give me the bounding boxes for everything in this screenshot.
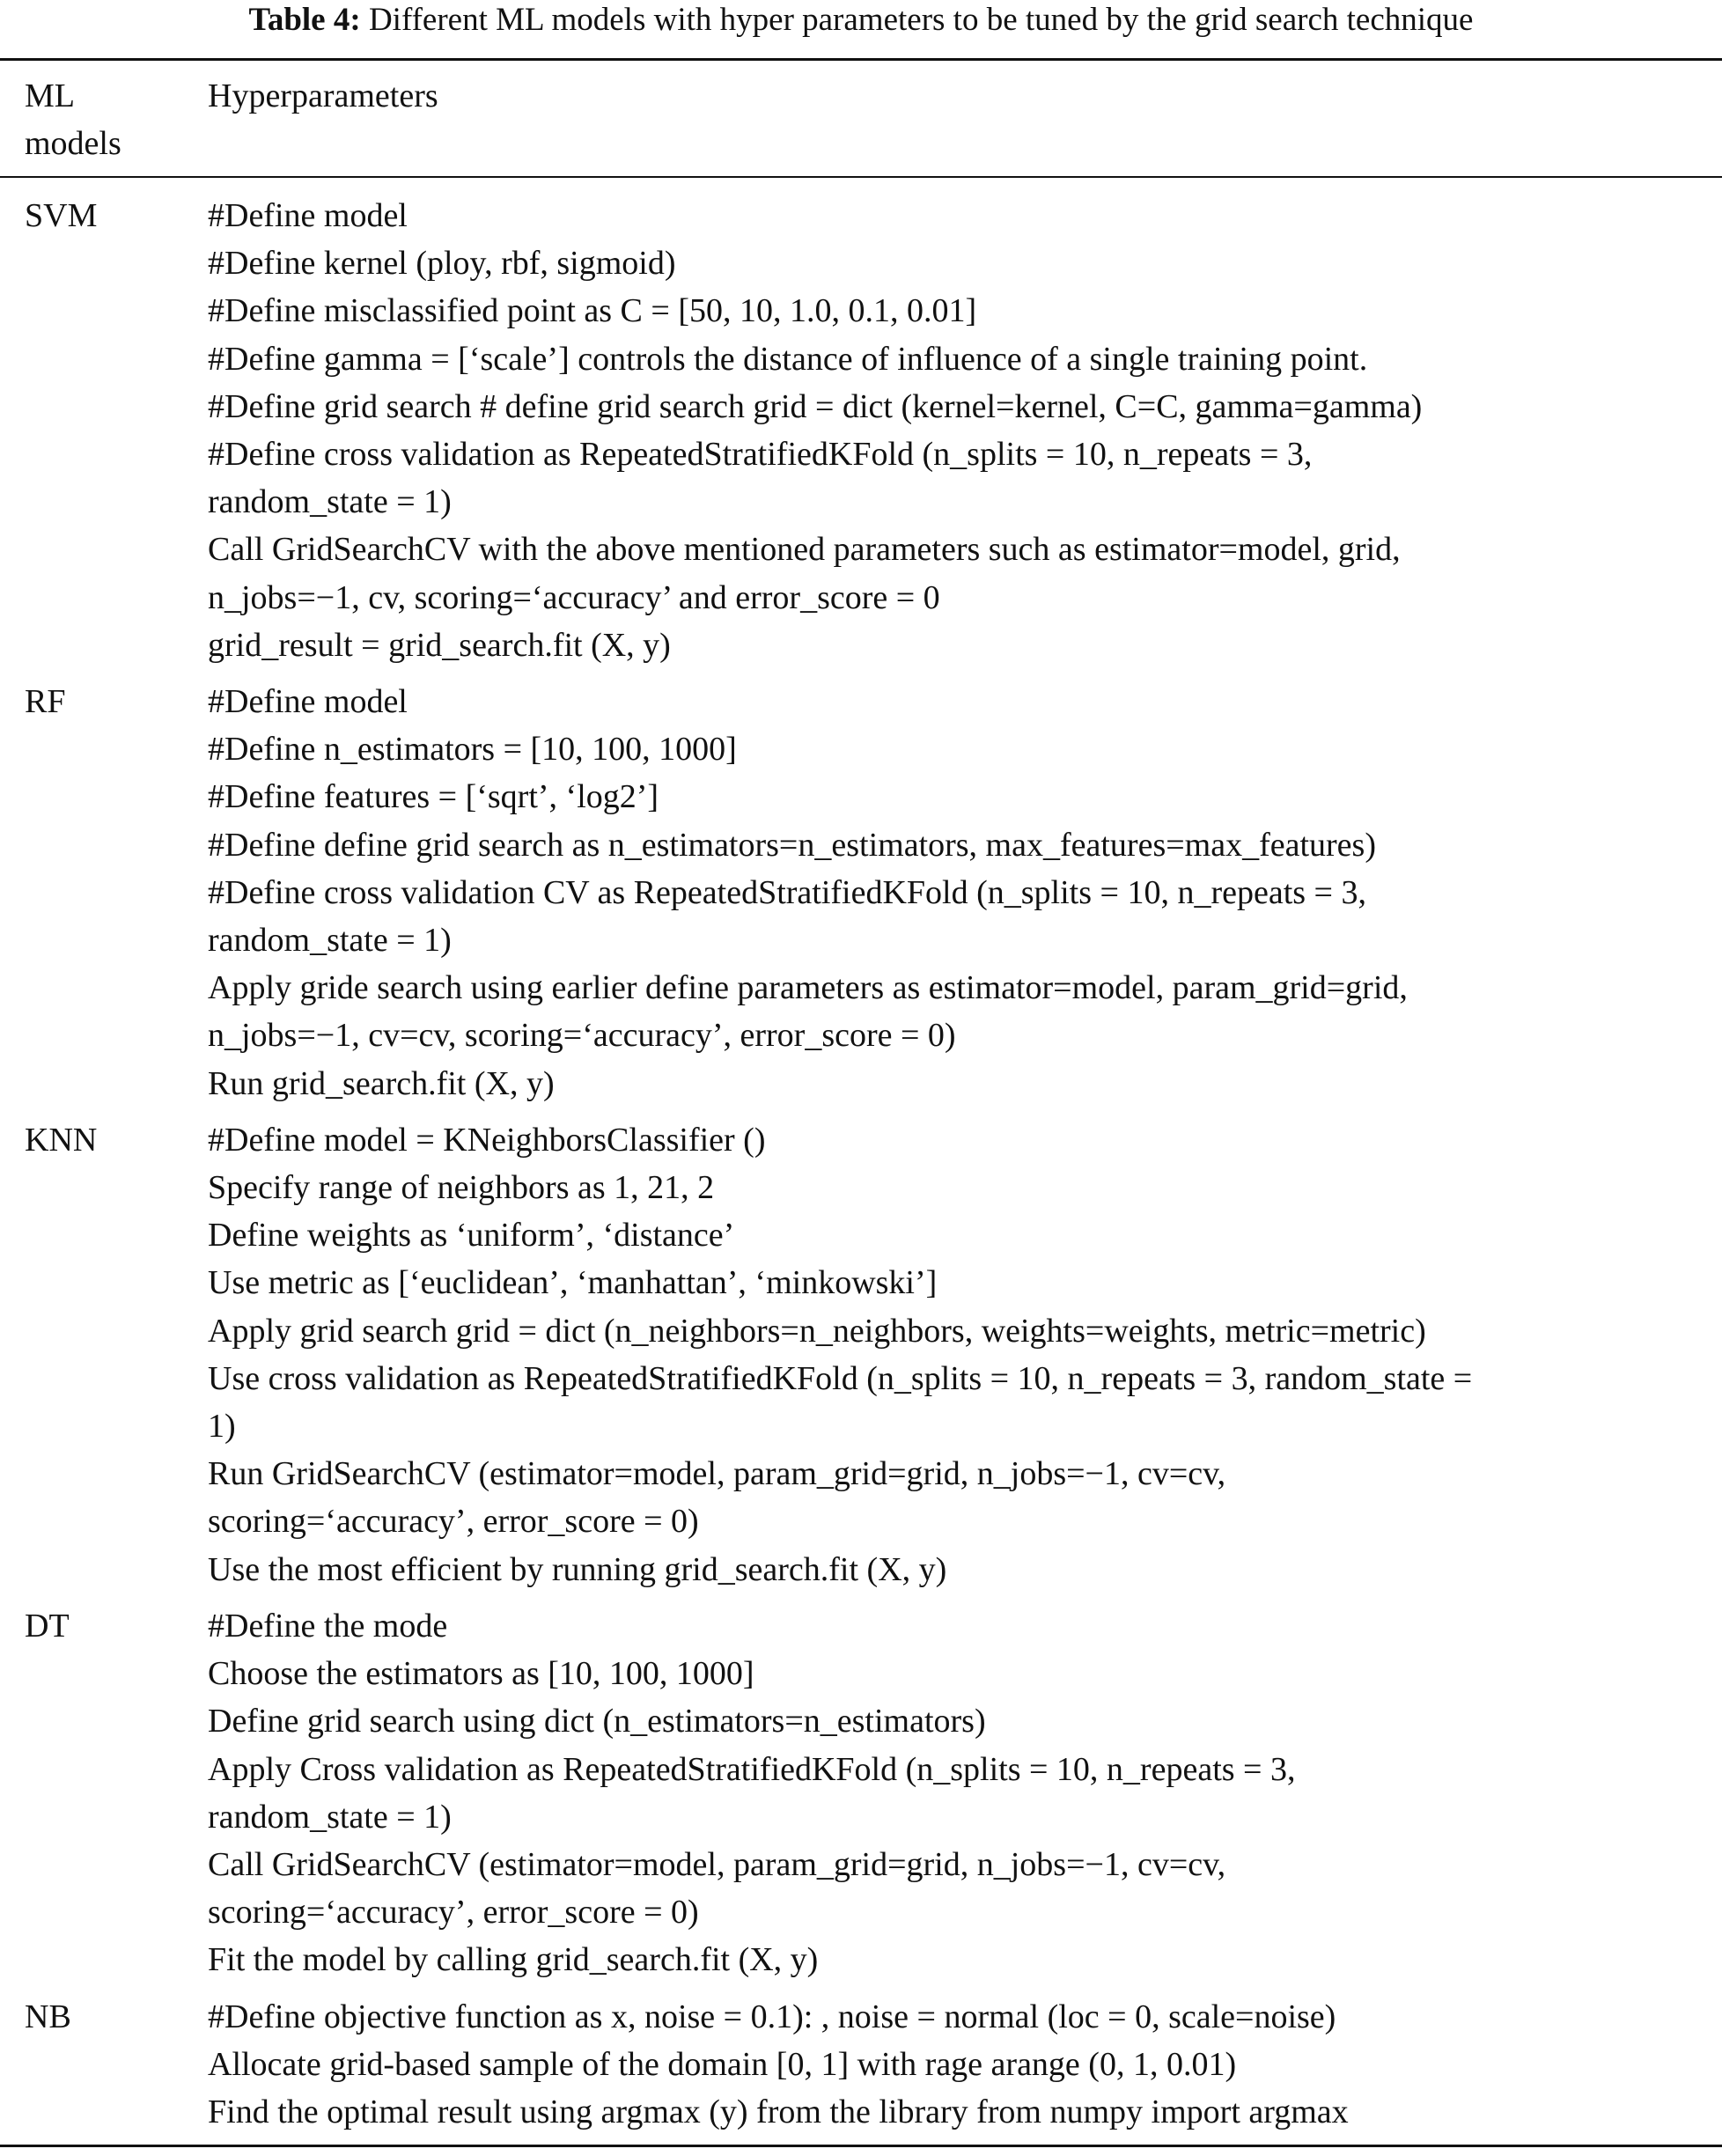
hyperparameters-cell <box>208 192 1704 669</box>
hyperparameter-line: 1) <box>208 1408 236 1446</box>
hyperparameter-line: #Define misclassified point as C = [50, 10, 1.0, 0.1, 0.01] <box>208 292 977 330</box>
hyperparameter-line: Allocate grid-based sample of the domain [0, 1] with rage arange (0, 1, 0.01) <box>208 2045 1237 2083</box>
hyperparameters-cell <box>208 1993 1704 2137</box>
hyperparameter-line: #Define cross validation CV as RepeatedStratifiedKFold (n_splits = 10, n_repeats = 3, <box>208 873 1366 911</box>
hyperparameter-line: #Define the mode <box>208 1607 448 1645</box>
hyperparameter-line: #Define grid search # define grid search grid = dict (kernel=kernel, C=C, gamma=gamma) <box>208 387 1423 425</box>
hyperparameter-line: Apply grid search grid = dict (n_neighbors=n_neighbors, weights=weights, metric=metric) <box>208 1312 1426 1350</box>
table-body <box>0 192 1722 2145</box>
hyperparameter-line: #Define model = KNeighborsClassifier () <box>208 1121 766 1159</box>
header-rule <box>0 176 1722 178</box>
hyperparameter-line: random_state = 1) <box>208 483 452 521</box>
table-caption-text: Different ML models with hyper parameters to be tuned by the grid search technique <box>368 2 1474 38</box>
model-name-cell: RF <box>25 683 66 721</box>
table-row <box>0 678 1722 1107</box>
header-hyperparameters: Hyperparameters <box>208 77 438 114</box>
table-label: Table 4: <box>248 2 361 38</box>
hyperparameter-line: #Define cross validation as RepeatedStratifiedKFold (n_splits = 10, n_repeats = 3, <box>208 436 1313 474</box>
hyperparameter-line: Apply gride search using earlier define parameters as estimator=model, param_grid=grid, <box>208 969 1408 1007</box>
hyperparameter-line: scoring=‘accuracy’, error_score = 0) <box>208 1503 699 1541</box>
table-row <box>0 1993 1722 2137</box>
hyperparameter-line: Use cross validation as RepeatedStratifiedKFold (n_splits = 10, n_repeats = 3, random_state = <box>208 1359 1473 1397</box>
hyperparameter-line: Run GridSearchCV (estimator=model, param_grid=grid, n_jobs=−1, cv=cv, <box>208 1455 1226 1493</box>
top-rule <box>0 58 1722 61</box>
bottom-rule <box>0 2145 1722 2147</box>
hyperparameter-line: Find the optimal result using argmax (y) from the library from numpy import argmax <box>208 2093 1349 2130</box>
model-name-cell: KNN <box>25 1121 98 1159</box>
hyperparameter-line: n_jobs=−1, cv=cv, scoring=‘accuracy’, error_score = 0) <box>208 1017 956 1055</box>
hyperparameter-line: Specify range of neighbors as 1, 21, 2 <box>208 1169 715 1207</box>
hyperparameter-line: Apply Cross validation as RepeatedStratifiedKFold (n_splits = 10, n_repeats = 3, <box>208 1750 1296 1788</box>
header-ml-line2: models <box>25 125 121 162</box>
header-ml-line1: ML <box>25 77 75 114</box>
header-ml-models <box>25 72 183 167</box>
hyperparameter-line: random_state = 1) <box>208 1798 452 1836</box>
hyperparameter-line: Choose the estimators as [10, 100, 1000] <box>208 1655 754 1693</box>
table-row <box>0 192 1722 669</box>
hyperparameter-line: grid_result = grid_search.fit (X, y) <box>208 626 671 664</box>
model-name-cell: NB <box>25 1998 71 2035</box>
hyperparameter-line: #Define model <box>208 683 408 721</box>
hyperparameter-line: #Define model <box>208 197 408 234</box>
hyperparameters-cell <box>208 1602 1704 1984</box>
model-name-cell: SVM <box>25 197 98 234</box>
hyperparameter-line: #Define objective function as x, noise = 0.1): , noise = normal (loc = 0, scale=noise) <box>208 1998 1336 2035</box>
hyperparameter-line: n_jobs=−1, cv, scoring=‘accuracy’ and error_score = 0 <box>208 578 940 616</box>
hyperparameter-line: Use metric as [‘euclidean’, ‘manhattan’, ‘minkowski’] <box>208 1264 938 1302</box>
hyperparameter-line: Run grid_search.fit (X, y) <box>208 1064 555 1102</box>
hyperparameter-line: #Define define grid search as n_estimators=n_estimators, max_features=max_features) <box>208 826 1376 864</box>
hyperparameter-line: Fit the model by calling grid_search.fit (X, y) <box>208 1941 819 1979</box>
hyperparameters-cell <box>208 678 1704 1107</box>
hyperparameter-line: Define grid search using dict (n_estimators=n_estimators) <box>208 1703 986 1740</box>
hyperparameter-line: Define weights as ‘uniform’, ‘distance’ <box>208 1217 735 1255</box>
hyperparameter-line: scoring=‘accuracy’, error_score = 0) <box>208 1894 699 1932</box>
hyperparameters-cell <box>208 1116 1704 1593</box>
hyperparameter-line: Call GridSearchCV with the above mentioned parameters such as estimator=model, grid, <box>208 531 1401 569</box>
table-caption <box>0 0 1722 42</box>
hyperparameter-line: random_state = 1) <box>208 922 452 960</box>
hyperparameter-line: Call GridSearchCV (estimator=model, param_grid=grid, n_jobs=−1, cv=cv, <box>208 1845 1226 1883</box>
hyperparameter-line: Use the most efficient by running grid_search.fit (X, y) <box>208 1550 947 1588</box>
hyperparameter-line: #Define features = [‘sqrt’, ‘log2’] <box>208 778 659 816</box>
hyperparameter-line: #Define n_estimators = [10, 100, 1000] <box>208 731 737 769</box>
hyperparameter-line: #Define gamma = [‘scale’] controls the distance of influence of a single training point. <box>208 340 1368 378</box>
table-row <box>0 1602 1722 1984</box>
table-row <box>0 1116 1722 1593</box>
model-name-cell: DT <box>25 1607 70 1645</box>
hyperparameter-line: #Define kernel (ploy, rbf, sigmoid) <box>208 245 676 283</box>
